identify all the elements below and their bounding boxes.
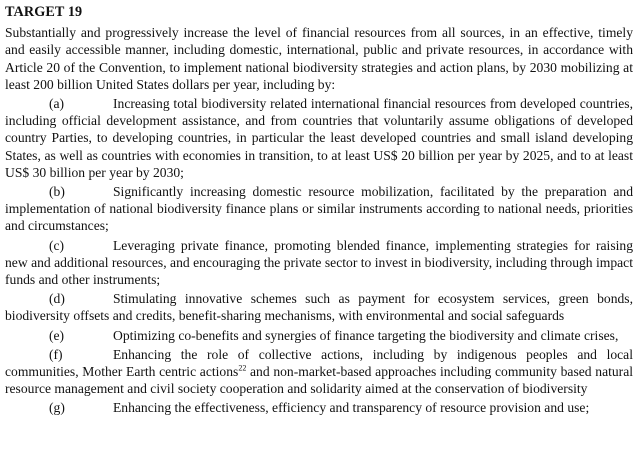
list-item-g	[5, 399, 633, 416]
list-item-text: Increasing total biodiversity related international financial resources from developed countries, including official development assistance, and from countries that voluntarily assume obligations of developed country Parties, to developing countries, in particular the least developed countries and small island developing States, as well as countries with economies in transition, to at least US$ 20 billion per year by 2025, and to at least US$ 30 billion per year by 2030;	[5, 96, 633, 180]
list-item-d	[5, 290, 633, 324]
document-page	[5, 4, 633, 419]
list-item-text: Optimizing co-benefits and synergies of finance targeting the biodiversity and climate crises,	[113, 327, 619, 343]
list-item-a	[5, 95, 633, 181]
list-item-f	[5, 346, 633, 398]
list-item-marker: (b)	[49, 184, 65, 200]
list-item-text: Stimulating innovative schemes such as payment for ecosystem services, green bonds, biodiversity offsets and credits, benefit-sharing mechanisms, with environmental and social safeguards	[5, 291, 633, 324]
list-item-marker: (g)	[49, 400, 65, 416]
list-item-text: Leveraging private finance, promoting blended finance, implementing strategies for raising new and additional resources, and encouraging the private sector to invest in biodiversity, including through impact funds and other instruments;	[5, 237, 633, 288]
list-item-text: Significantly increasing domestic resource mobilization, facilitated by the preparation and implementation of national biodiversity finance plans or similar instruments according to national needs, priorities and circumstances;	[5, 184, 633, 234]
footnote-reference: 22	[238, 363, 247, 373]
list-item-marker: (a)	[49, 96, 65, 112]
list-item-marker: (c)	[49, 237, 65, 253]
list-item-marker: (f)	[49, 346, 63, 362]
target-heading: TARGET 19	[5, 4, 83, 20]
list-item-b	[5, 183, 633, 235]
list-item-marker: (e)	[49, 327, 65, 343]
list-item-marker: (d)	[49, 291, 65, 307]
target-intro-paragraph: Substantially and progressively increase the level of financial resources from all sources, in an effective, timely and easily accessible manner, including domestic, international, public and private resources, in accordance with Article 20 of the Convention, to implement national biodiversity strategies and action plans, by 2030 mobilizing at least 200 billion United States dollars per year, including by:	[5, 25, 633, 92]
list-item-c	[5, 237, 633, 289]
list-item-text: Enhancing the effectiveness, efficiency and transparency of resource provision and use;	[113, 400, 590, 416]
list-item-text-after-footnote: and non-market-based approaches including community based natural resource management and civil society cooperation and solidarity aimed at the conservation of biodiversity	[5, 364, 634, 397]
list-item-e	[5, 327, 633, 344]
list-item-text-before-footnote: Enhancing the role of collective actions, including by indigenous peoples and local communities, Mother Earth centric actions	[5, 346, 633, 380]
